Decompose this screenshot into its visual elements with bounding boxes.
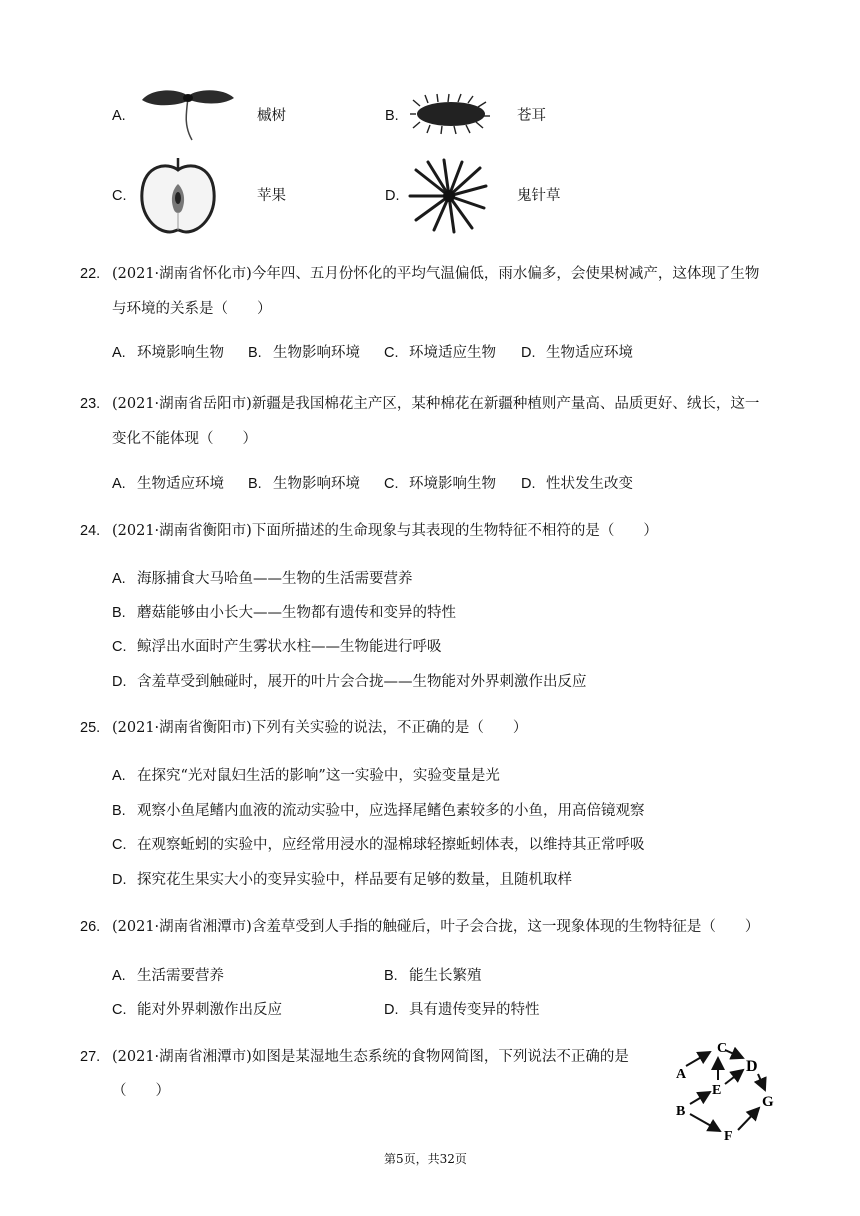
option-letter: C. xyxy=(112,1002,127,1018)
option-letter: D. xyxy=(384,1002,399,1018)
option-d-letter: D. xyxy=(385,188,400,204)
option-letter: A. xyxy=(112,571,126,587)
option-text: 能对外界刺激作出反应 xyxy=(137,1002,282,1018)
option-letter: A. xyxy=(112,345,126,361)
option-text: 观察小鱼尾鳍内血液的流动实验中，应选择尾鳍色素较多的小鱼，用高倍镜观察 xyxy=(137,803,645,819)
option-text: 生物影响环境 xyxy=(273,476,360,492)
food-web-node-g: G xyxy=(762,1094,774,1110)
apple-icon xyxy=(138,156,218,236)
maple-seed-icon xyxy=(138,84,238,146)
food-web-node-e: E xyxy=(712,1083,722,1098)
option-letter: B. xyxy=(248,476,262,492)
question-text: (2021·湖南省湘潭市)如图是某湿地生态系统的食物网简图，下列说法不正确的是 xyxy=(112,1049,629,1065)
option-text: 探究花生果实大小的变异实验中，样品要有足够的数量，且随机取样 xyxy=(137,872,572,888)
option-text: 生活需要营养 xyxy=(137,968,224,984)
question-text: (2021·湖南省湘潭市)含羞草受到人手指的触碰后，叶子会合拢，这一现象体现的生物特征是（ ） xyxy=(112,919,760,935)
option-text: 生物影响环境 xyxy=(273,345,360,361)
food-web-node-d: D xyxy=(746,1058,758,1075)
option-text: 含羞草受到触碰时，展开的叶片会合拢——生物能对外界刺激作出反应 xyxy=(137,674,587,690)
question-number: 23. xyxy=(80,396,101,412)
option-text: 在观察蚯蚓的实验中，应经常用浸水的湿棉球轻擦蚯蚓体表，以维持其正常呼吸 xyxy=(137,837,645,853)
option-letter: C. xyxy=(112,837,127,853)
option-text: 性状发生改变 xyxy=(546,476,633,492)
option-c-name: 苹果 xyxy=(257,188,286,204)
question-text: (2021·湖南省衡阳市)下列有关实验的说法，不正确的是（ ） xyxy=(112,720,528,736)
option-letter: B. xyxy=(112,605,126,621)
beggarticks-icon xyxy=(410,160,488,232)
option-text: 环境影响生物 xyxy=(137,345,224,361)
page-footer: 第5页，共32页 xyxy=(384,1152,467,1166)
option-letter: A. xyxy=(112,476,126,492)
option-letter: D. xyxy=(112,674,127,690)
option-text: 生物适应环境 xyxy=(546,345,633,361)
option-letter: C. xyxy=(384,476,399,492)
food-web-node-f: F xyxy=(724,1129,733,1144)
option-text: 环境影响生物 xyxy=(409,476,496,492)
option-c-letter: C. xyxy=(112,188,127,204)
option-text: 具有遗传变异的特性 xyxy=(409,1002,540,1018)
option-a-letter: A. xyxy=(112,108,126,124)
option-letter: A. xyxy=(112,768,126,784)
option-text: 生物适应环境 xyxy=(137,476,224,492)
option-a-name: 槭树 xyxy=(257,108,286,124)
food-web-node-a: A xyxy=(676,1067,687,1082)
question-text: 与环境的关系是（ ） xyxy=(112,301,272,317)
question-number: 27. xyxy=(80,1049,101,1065)
food-web-node-b: B xyxy=(676,1104,686,1119)
option-letter: D. xyxy=(521,476,536,492)
question-number: 26. xyxy=(80,919,101,935)
question-text: （ ） xyxy=(112,1083,170,1099)
option-letter: B. xyxy=(384,968,398,984)
option-text: 能生长繁殖 xyxy=(409,968,482,984)
option-d-name: 鬼针草 xyxy=(517,188,561,204)
cocklebur-icon xyxy=(410,94,492,134)
option-letter: D. xyxy=(521,345,536,361)
question-text: 变化不能体现（ ） xyxy=(112,431,257,447)
question-number: 22. xyxy=(80,266,101,282)
option-text: 鲸浮出水面时产生雾状水柱——生物能进行呼吸 xyxy=(137,639,442,655)
question-number: 24. xyxy=(80,523,101,539)
question-text: (2021·湖南省岳阳市)新疆是我国棉花主产区，某种棉花在新疆种植则产量高、品质更好、绒长，这一 xyxy=(112,396,760,412)
option-letter: B. xyxy=(112,803,126,819)
option-b-letter: B. xyxy=(385,108,399,124)
food-web-node-c: C xyxy=(717,1041,728,1056)
option-letter: B. xyxy=(248,345,262,361)
question-text: (2021·湖南省怀化市)今年四、五月份怀化的平均气温偏低，雨水偏多，会使果树减产，这体现了生物 xyxy=(112,266,760,282)
option-b-name: 苍耳 xyxy=(517,108,546,124)
option-text: 环境适应生物 xyxy=(409,345,496,361)
option-letter: C. xyxy=(112,639,127,655)
food-web-diagram xyxy=(672,1040,788,1144)
option-text: 海豚捕食大马哈鱼——生物的生活需要营养 xyxy=(137,571,413,587)
option-letter: D. xyxy=(112,872,127,888)
question-text: (2021·湖南省衡阳市)下面所描述的生命现象与其表现的生物特征不相符的是（ ） xyxy=(112,523,658,539)
option-letter: C. xyxy=(384,345,399,361)
option-letter: A. xyxy=(112,968,126,984)
question-number: 25. xyxy=(80,720,101,736)
option-text: 在探究“光对鼠妇生活的影响”这一实验中，实验变量是光 xyxy=(137,768,500,784)
option-text: 蘑菇能够由小长大——生物都有遗传和变异的特性 xyxy=(137,605,456,621)
